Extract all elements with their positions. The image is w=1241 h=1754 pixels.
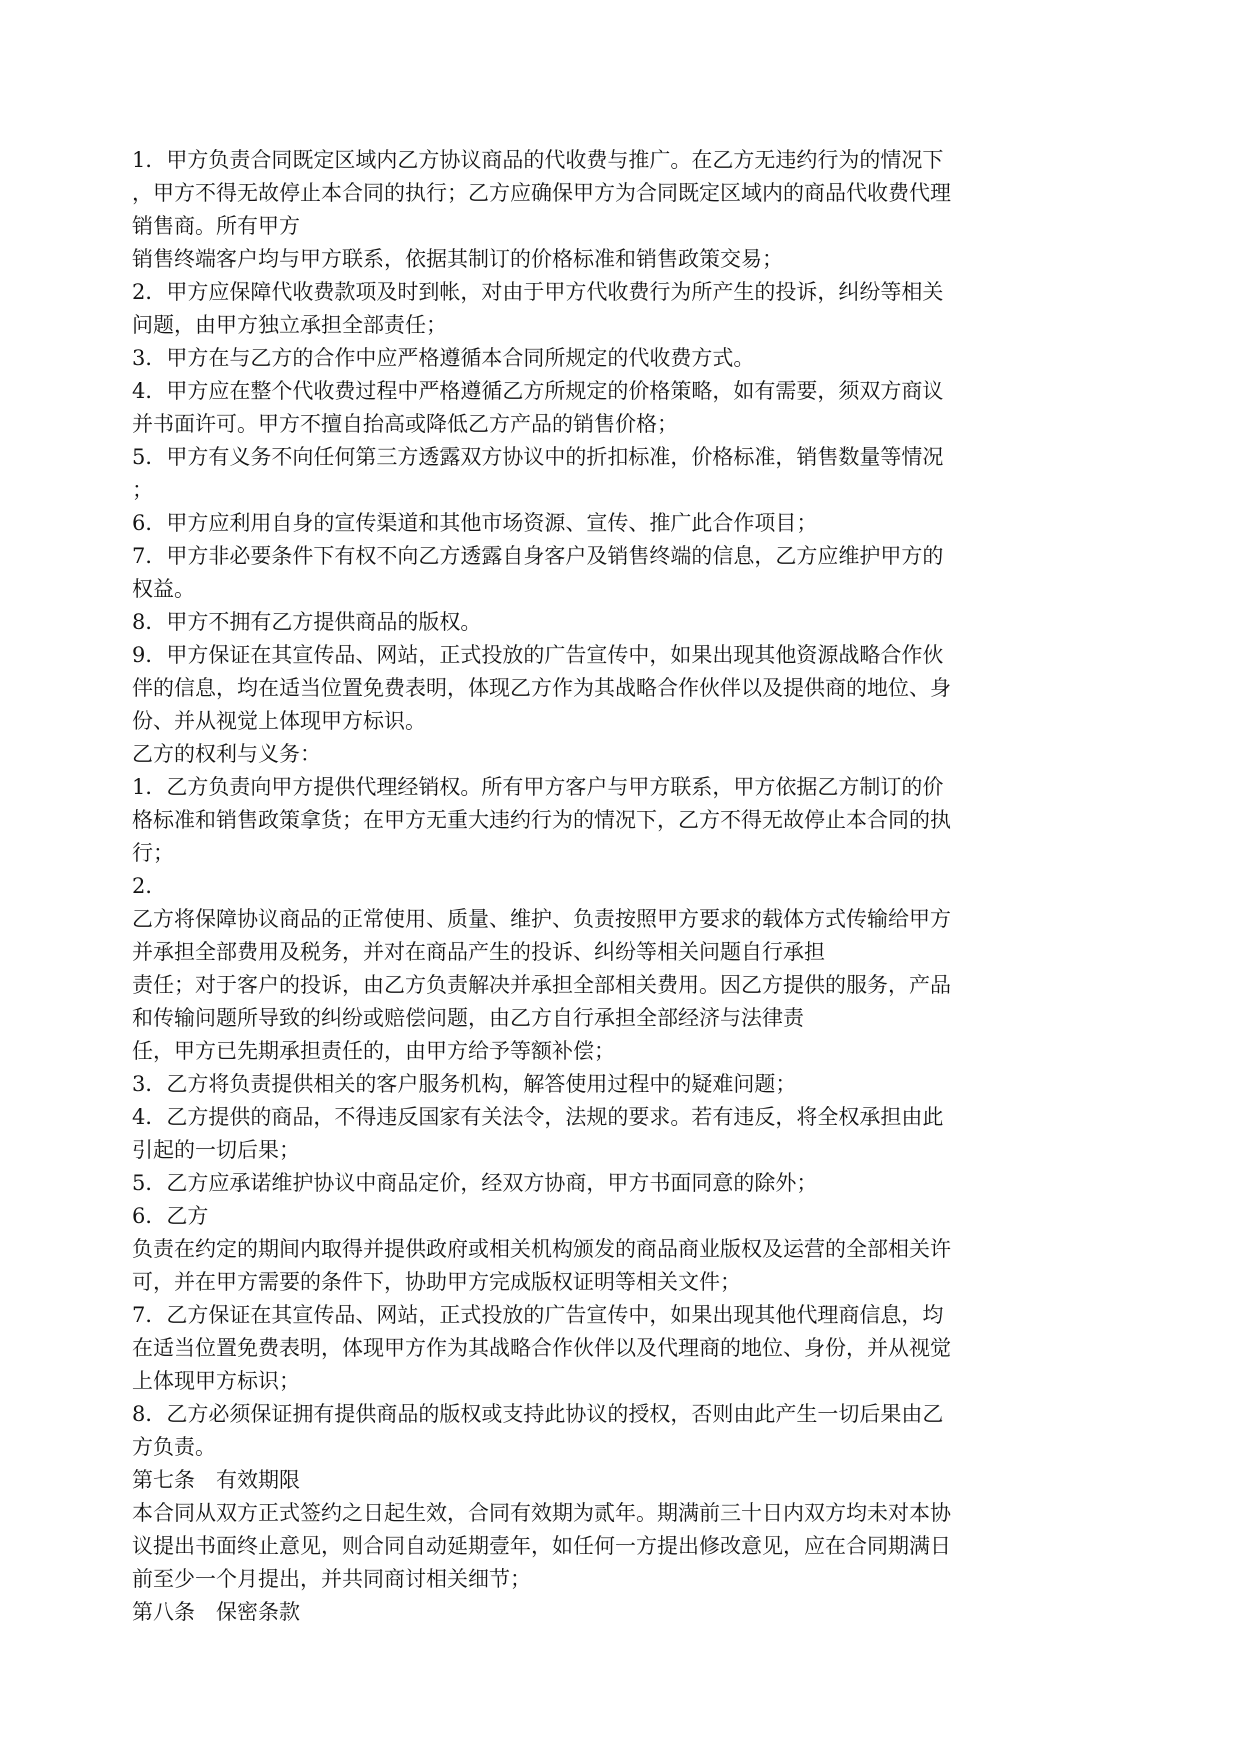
document-page — [132, 144, 1112, 1629]
text-line: 销售终端客户均与甲方联系，依据其制订的价格标准和销售政策交易； — [132, 247, 783, 271]
text-line: 7．乙方保证在其宣传品、网站，正式投放的广告宣传中，如果出现其他代理商信息，均 — [132, 1303, 944, 1327]
text-line: 5．甲方有义务不向任何第三方透露双方协议中的折扣标准，价格标准，销售数量等情况 — [132, 445, 944, 469]
text-line: 责任；对于客户的投诉，由乙方负责解决并承担全部相关费用。因乙方提供的服务，产品 — [132, 973, 951, 997]
text-line: 在适当位置免费表明，体现甲方作为其战略合作伙伴以及代理商的地位、身份，并从视觉 — [132, 1336, 951, 1360]
text-line: 并承担全部费用及税务，并对在商品产生的投诉、纠纷等相关问题自行承担 — [132, 940, 825, 964]
text-line: 方负责。 — [132, 1435, 216, 1459]
text-line: 并书面许可。甲方不擅自抬高或降低乙方产品的销售价格； — [132, 412, 678, 436]
text-line: 格标准和销售政策拿货；在甲方无重大违约行为的情况下，乙方不得无故停止本合同的执 — [132, 808, 951, 832]
text-line: 5．乙方应承诺维护协议中商品定价，经双方协商，甲方书面同意的除外； — [132, 1171, 818, 1195]
text-line: 7．甲方非必要条件下有权不向乙方透露自身客户及销售终端的信息，乙方应维护甲方的 — [132, 544, 944, 568]
text-line: 权益。 — [132, 577, 195, 601]
text-line: 2．甲方应保障代收费款项及时到帐，对由于甲方代收费行为所产生的投诉，纠纷等相关 — [132, 280, 944, 304]
text-line: 6．乙方 — [132, 1204, 209, 1228]
section-heading: 乙方的权利与义务： — [132, 742, 321, 766]
text-line: 负责在约定的期间内取得并提供政府或相关机构颁发的商品商业版权及运营的全部相关许 — [132, 1237, 951, 1261]
section-heading: 第八条 保密条款 — [132, 1600, 300, 1624]
text-line: 9．甲方保证在其宣传品、网站，正式投放的广告宣传中，如果出现其他资源战略合作伙 — [132, 643, 944, 667]
text-line: 8．甲方不拥有乙方提供商品的版权。 — [132, 610, 482, 634]
text-line: 销售商。所有甲方 — [132, 214, 300, 238]
text-line: 3．乙方将负责提供相关的客户服务机构，解答使用过程中的疑难问题； — [132, 1072, 797, 1096]
text-line: 1．甲方负责合同既定区域内乙方协议商品的代收费与推广。在乙方无违约行为的情况下 — [132, 148, 944, 172]
text-line: 伴的信息，均在适当位置免费表明，体现乙方作为其战略合作伙伴以及提供商的地位、身 — [132, 676, 951, 700]
text-line: 任，甲方已先期承担责任的，由甲方给予等额补偿； — [132, 1039, 615, 1063]
text-line: 前至少一个月提出，并共同商讨相关细节； — [132, 1567, 531, 1591]
text-line: 引起的一切后果； — [132, 1138, 300, 1162]
text-line: 3．甲方在与乙方的合作中应严格遵循本合同所规定的代收费方式。 — [132, 346, 755, 370]
text-line: 1．乙方负责向甲方提供代理经销权。所有甲方客户与甲方联系，甲方依据乙方制订的价 — [132, 775, 944, 799]
text-line: 行； — [132, 841, 174, 865]
text-line: ； — [132, 478, 153, 502]
text-line: 份、并从视觉上体现甲方标识。 — [132, 709, 426, 733]
section-heading: 第七条 有效期限 — [132, 1468, 300, 1492]
text-line: 可，并在甲方需要的条件下，协助甲方完成版权证明等相关文件； — [132, 1270, 741, 1294]
text-line: 4．乙方提供的商品，不得违反国家有关法令，法规的要求。若有违反，将全权承担由此 — [132, 1105, 944, 1129]
text-line: 6．甲方应利用自身的宣传渠道和其他市场资源、宣传、推广此合作项目； — [132, 511, 818, 535]
text-line: 8．乙方必须保证拥有提供商品的版权或支持此协议的授权，否则由此产生一切后果由乙 — [132, 1402, 944, 1426]
text-line: 上体现甲方标识； — [132, 1369, 300, 1393]
text-line: 议提出书面终止意见，则合同自动延期壹年，如任何一方提出修改意见，应在合同期满日 — [132, 1534, 951, 1558]
text-line: 本合同从双方正式签约之日起生效，合同有效期为贰年。期满前三十日内双方均未对本协 — [132, 1501, 951, 1525]
text-line: ，甲方不得无故停止本合同的执行；乙方应确保甲方为合同既定区域内的商品代收费代理 — [132, 181, 951, 205]
text-line: 乙方将保障协议商品的正常使用、质量、维护、负责按照甲方要求的载体方式传输给甲方 — [132, 907, 951, 931]
text-line: 和传输问题所导致的纠纷或赔偿问题，由乙方自行承担全部经济与法律责 — [132, 1006, 804, 1030]
text-line: 4．甲方应在整个代收费过程中严格遵循乙方所规定的价格策略，如有需要，须双方商议 — [132, 379, 944, 403]
text-line: 问题，由甲方独立承担全部责任； — [132, 313, 447, 337]
text-line: 2． — [132, 874, 167, 898]
